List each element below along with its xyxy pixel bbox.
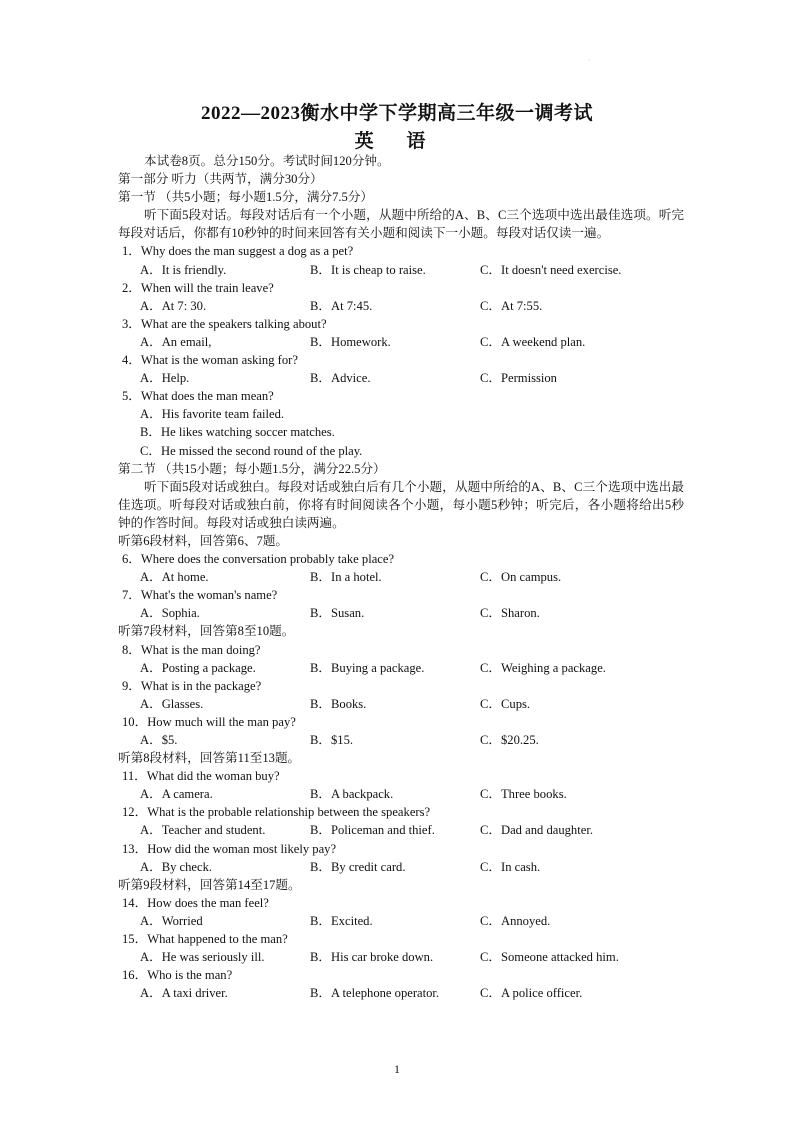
material-heading: 听第7段材料，回答第8至10题。 (118, 624, 295, 639)
option-a: A．Posting a package. (140, 660, 256, 675)
options-row (118, 912, 684, 930)
option-c: C．Permission (480, 371, 557, 386)
option-c: C．He missed the second round of the play. (140, 443, 363, 458)
option-c: C．At 7:55. (480, 298, 543, 313)
question-stem: 11．What did the woman buy? (122, 769, 280, 784)
option-b: B．At 7:45. (310, 298, 373, 313)
option-a: A．He was seriously ill. (140, 950, 265, 965)
option-c: C．Sharon. (480, 606, 540, 621)
question-stem: 7．What's the woman's name? (122, 588, 278, 603)
question-stem: 2．When will the train leave? (122, 280, 274, 295)
options-row (118, 297, 684, 315)
material-heading: 听第9段材料，回答第14至17题。 (118, 877, 301, 892)
option-c: C．Someone attacked him. (480, 950, 619, 965)
option-b: B．It is cheap to raise. (310, 262, 426, 277)
options-row (118, 731, 684, 749)
option-b: B．Homework. (310, 334, 391, 349)
options-row (118, 604, 684, 622)
options-row (118, 261, 684, 279)
option-b: B．Policeman and thief. (310, 823, 435, 838)
option-c: C．$20.25. (480, 733, 539, 747)
question-block (118, 894, 684, 930)
options-row (118, 984, 684, 1002)
option-a: A．By check. (140, 859, 213, 874)
page-number: 1 (394, 1062, 400, 1076)
option-c: C．It doesn't need exercise. (480, 262, 622, 277)
question-stem: 3．What are the speakers talking about? (122, 316, 327, 331)
option-a: A．Sophia. (140, 606, 200, 621)
option-c: C．Annoyed. (480, 913, 551, 928)
option-b: B．A backpack. (310, 787, 394, 802)
section1-heading: 第一节 （共5小题；每小题1.5分，满分7.5分） (118, 190, 374, 205)
option-a: A．At 7: 30. (140, 298, 207, 313)
option-a: A．Teacher and student. (140, 823, 266, 838)
option-b: B．By credit card. (310, 859, 406, 874)
question-block (118, 351, 684, 387)
question-block (118, 677, 684, 713)
options-row (118, 785, 684, 803)
option-a: A．Glasses. (140, 696, 204, 711)
question-stem: 10．How much will the man pay? (122, 714, 296, 729)
options-row (118, 333, 684, 351)
question-block (118, 803, 684, 839)
options-row (118, 821, 684, 839)
question-block (118, 767, 684, 803)
option-a: A．At home. (140, 570, 209, 585)
options-row (118, 369, 684, 387)
question-block (118, 930, 684, 966)
option-b: B．His car broke down. (310, 950, 434, 965)
subject-title: 英 语 (354, 131, 440, 152)
options-row (118, 568, 684, 586)
corner-mark: · (588, 58, 590, 64)
question-stem: 6．Where does the conversation probably take place? (122, 552, 395, 567)
options-row (118, 858, 684, 876)
option-a: A．Help. (140, 371, 190, 386)
option-b: B．Advice. (310, 371, 371, 386)
option-c: C．Cups. (480, 696, 531, 711)
option-c: C．In cash. (480, 859, 541, 874)
question-stem: 1．Why does the man suggest a dog as a pet? (122, 244, 354, 259)
section2-instructions: 听下面5段对话或独白。每段对话或独白后有几个小题，从题中所给的A、B、C三个选项中选出最佳选项。听每段对话或独白前，你将有时间阅读各个小题，每小题5秒钟；听完后，各小题将给出5秒钟的作答时间。每段对话或独白读两遍。 (118, 479, 685, 530)
option-c: C．A weekend plan. (480, 334, 586, 349)
option-b: B．Books. (310, 696, 367, 711)
option-a: A．An email, (140, 334, 212, 349)
question-block (118, 586, 684, 622)
question-stem: 14．How does the man feel? (122, 895, 269, 910)
question-stem: 13．How did the woman most likely pay? (122, 841, 337, 856)
question-block (118, 966, 684, 1002)
question-stem: 8．What is the man doing? (122, 642, 261, 657)
option-b: B．Buying a package. (310, 660, 425, 675)
question-stem: 5．What does the man mean? (122, 389, 274, 404)
option-b: B．In a hotel. (310, 570, 382, 585)
section2-heading: 第二节 （共15小题；每小题1.5分，满分22.5分） (118, 461, 386, 476)
option-b: B．A telephone operator. (310, 986, 440, 1001)
material-heading: 听第6段材料，回答第6、7题。 (118, 533, 289, 548)
section1-instructions: 听下面5段对话。每段对话后有一个小题，从题中所给的A、B、C三个选项中选出最佳选项。听完每段对话后，你都有10秒钟的时间来回答有关小题和阅读下一小题。每段对话仅读一遍。 (118, 208, 684, 241)
question-block (118, 713, 684, 749)
question-block (118, 279, 684, 315)
option-b: B．Excited. (310, 913, 373, 928)
option-a: A．It is friendly. (140, 262, 227, 277)
option-c: C．On campus. (480, 570, 562, 585)
question-stem: 4．What is the woman asking for? (122, 353, 298, 368)
question-block (118, 387, 684, 459)
option-c: C．A police officer. (480, 986, 583, 1001)
option-a: A．A camera. (140, 787, 213, 802)
option-c: C．Weighing a package. (480, 660, 606, 675)
option-b: B．He likes watching soccer matches. (140, 425, 335, 440)
question-stem: 12．What is the probable relationship between the speakers? (122, 805, 431, 820)
option-b: B．Susan. (310, 606, 365, 621)
question-block (118, 840, 684, 876)
option-a: A．His favorite team failed. (140, 407, 285, 422)
question-stem: 9．What is in the package? (122, 678, 262, 693)
question-block (118, 550, 684, 586)
option-b: B．$15. (310, 733, 354, 747)
question-stem: 16．Who is the man? (122, 968, 233, 983)
options-row (118, 948, 684, 966)
option-c: C．Dad and daughter. (480, 823, 593, 838)
part-heading: 第一部分 听力（共两节，满分30分） (118, 172, 323, 187)
question-block (118, 315, 684, 351)
exam-title: 2022—2023衡水中学下学期高三年级一调考试 (200, 103, 593, 124)
question-stem: 15．What happened to the man? (122, 932, 288, 947)
option-a: A．$5. (140, 733, 178, 747)
question-block (118, 641, 684, 677)
exam-info: 本试卷8页。总分150分。考试时间120分钟。 (144, 154, 390, 168)
material-heading: 听第8段材料，回答第11至13题。 (118, 751, 301, 766)
exam-content (118, 152, 684, 1002)
question-block (118, 242, 684, 278)
option-a: A．A taxi driver. (140, 986, 228, 1001)
options-row (118, 695, 684, 713)
option-a: A．Worried (140, 913, 203, 928)
option-c: C．Three books. (480, 787, 567, 802)
options-row (118, 659, 684, 677)
